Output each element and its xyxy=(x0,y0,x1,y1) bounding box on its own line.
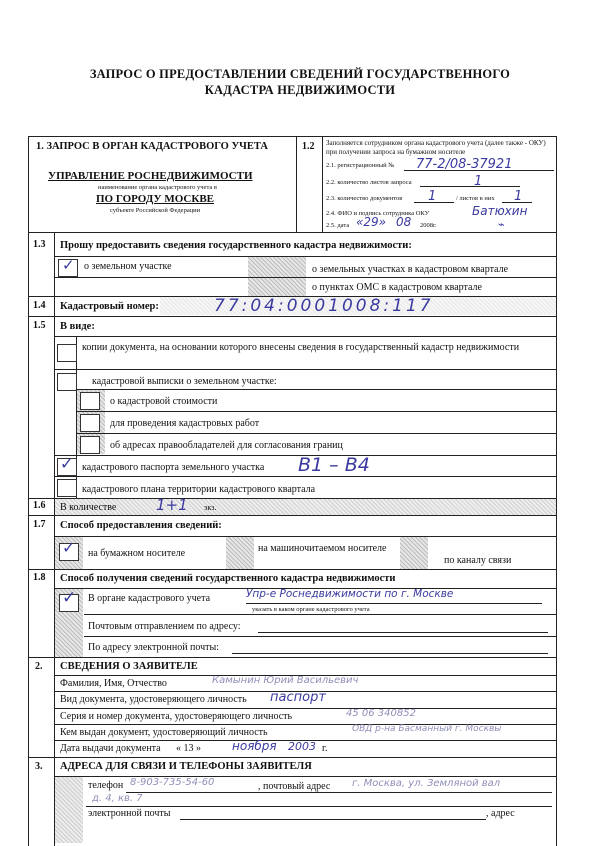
signature-scribble: ⌁ xyxy=(498,218,505,231)
id-date-month: ноября xyxy=(232,739,277,753)
id-date-suffix: г. xyxy=(322,743,328,754)
paper-check-mark: ✓ xyxy=(62,538,76,557)
postal-address-value-line2: д. 4, кв. 7 xyxy=(92,793,143,804)
id-series-label: Серия и номер документа, удостоверяющего личность xyxy=(60,711,293,722)
fio-value: Батюхин xyxy=(472,204,528,218)
section-1-5-number: 1.5 xyxy=(33,320,46,331)
organization-caption: наименование органа кадастрового учета в xyxy=(98,184,217,191)
passport-check-mark: ✓ xyxy=(60,454,74,473)
section-3-number: 3. xyxy=(35,761,43,772)
okv-note: Заполняется сотрудником органа кадастрового учета (далее также - ОКУ) при получении запроса на бумажном носителе xyxy=(326,139,546,156)
docs-value: 1 xyxy=(428,189,437,204)
territory-plan-option-label: кадастрового плана территории кадастрового квартала xyxy=(82,484,316,495)
id-series-value: 45 06 340852 xyxy=(346,708,416,719)
machine-readable-checkbox[interactable] xyxy=(226,537,254,569)
machine-readable-option-label: на машиночитаемом носителе xyxy=(258,543,387,554)
cadastral-works-option-label: для проведения кадастровых работ xyxy=(110,418,260,429)
copies-checkbox[interactable] xyxy=(57,344,77,362)
id-doc-type-label: Вид документа, удостоверяющего личность xyxy=(60,694,247,705)
form-label: В виде: xyxy=(60,321,95,332)
office-caption: указать в каком органе кадастрового учета xyxy=(252,606,370,613)
reg-number-label: 2.1. регистрационный № xyxy=(326,162,395,169)
post-option-label: Почтовым отправлением по адресу: xyxy=(88,621,241,632)
docs-sheets-value: 1 xyxy=(514,189,523,204)
date-label: 2.5. дата xyxy=(326,222,350,229)
section-1-3-heading: Прошу предоставить сведения государственного кадастра недвижимости: xyxy=(60,240,412,251)
fio-label: 2.4. ФИО и подпись сотрудника ОКУ xyxy=(326,210,430,217)
section-1-heading: 1. ЗАПРОС В ОРГАН КАДАСТРОВОГО УЧЕТА xyxy=(36,141,268,152)
id-doc-type-value: паспорт xyxy=(270,690,326,705)
holders-addresses-checkbox[interactable] xyxy=(80,436,100,454)
receipt-method-label: Способ получения сведений государственного кадастра недвижимости xyxy=(60,573,396,584)
organization-name: УПРАВЛЕНИЕ РОСНЕДВИЖИМОСТИ xyxy=(48,170,253,182)
channel-checkbox[interactable] xyxy=(400,537,428,569)
date-day: «29» xyxy=(356,215,387,229)
cost-checkbox[interactable] xyxy=(80,392,100,410)
oms-points-option-label: о пунктах ОМС в кадастровом квартале xyxy=(312,282,482,293)
territory-plan-checkbox[interactable] xyxy=(57,479,77,497)
delivery-method-label: Способ предоставления сведений: xyxy=(60,520,222,531)
land-plot-option-label: о земельном участке xyxy=(84,261,172,272)
section-2-number: 2. xyxy=(35,661,43,672)
copies-option-label: копии документа, на основании которого внесены сведения в государственный кадастр недвижимости xyxy=(82,342,520,353)
section-1-7-number: 1.7 xyxy=(33,519,46,530)
office-option-label: В органе кадастрового учета xyxy=(88,593,211,604)
extract-checkbox[interactable] xyxy=(57,373,77,391)
cadastral-number-label: Кадастровый номер: xyxy=(60,301,159,312)
section-1-2-number: 1.2 xyxy=(302,141,315,152)
passport-option-label: кадастрового паспорта земельного участка xyxy=(82,462,265,473)
cost-option-label: о кадастровой стоимости xyxy=(110,396,218,407)
document-title-line2: КАДАСТРА НЕДВИЖИМОСТИ xyxy=(204,83,396,97)
email-label: электронной почты xyxy=(88,808,171,819)
quantity-value: 1+1 xyxy=(156,496,188,514)
sheets-label: 2.2. количество листов запроса xyxy=(326,179,412,186)
docs-mid: / листов в них xyxy=(456,195,495,202)
id-issued-by-label: Кем выдан документ, удостоверяющий личность xyxy=(60,727,268,738)
docs-label: 2.3. количество документов xyxy=(326,195,403,202)
city-name: ПО ГОРОДУ МОСКВЕ xyxy=(96,193,214,205)
cadastral-works-checkbox[interactable] xyxy=(80,414,100,432)
passport-handwritten-note: B1 – B4 xyxy=(298,454,370,476)
phone-value: 8-903-735-54-60 xyxy=(130,777,215,788)
id-date-label: Дата выдачи документа xyxy=(60,743,161,754)
quantity-unit: экз. xyxy=(204,503,217,512)
land-plot-check-mark: ✓ xyxy=(62,256,75,274)
section-1-8-number: 1.8 xyxy=(33,572,46,583)
address-suffix: , адрес xyxy=(486,808,515,819)
postal-address-label: , почтовый адрес xyxy=(258,781,331,792)
name-label: Фамилия, Имя, Отчество xyxy=(60,678,167,689)
section-1-6-number: 1.6 xyxy=(33,500,46,511)
channel-option-label: по каналу связи xyxy=(444,555,512,566)
reg-number-value: 77-2/08-37921 xyxy=(416,157,513,172)
phone-label: телефон xyxy=(88,780,124,791)
office-check-mark: ✓ xyxy=(62,588,77,608)
quantity-label: В количестве xyxy=(60,502,117,513)
section-3-heading: АДРЕСА ДЛЯ СВЯЗИ И ТЕЛЕФОНЫ ЗАЯВИТЕЛЯ xyxy=(60,761,312,772)
section-1-3-number: 1.3 xyxy=(33,239,46,250)
section-1-4-number: 1.4 xyxy=(33,300,46,311)
office-handwritten-value: Упр-е Роснедвижимости по г. Москве xyxy=(246,588,454,600)
id-issued-by-value: ОВД р-на Басманный г. Москвы xyxy=(352,724,502,734)
extract-option-label: кадастровой выписки о земельном участке: xyxy=(92,376,277,387)
cadastral-number-value: 77:04:0001008:117 xyxy=(214,296,434,316)
email-option-label: По адресу электронной почты: xyxy=(88,642,220,653)
paper-option-label: на бумажном носителе xyxy=(88,548,186,559)
sheets-value: 1 xyxy=(474,174,483,189)
city-caption: субъекте Российской Федерации xyxy=(110,207,201,214)
date-month: 08 xyxy=(396,215,412,229)
quarter-plots-option-label: о земельных участках в кадастровом квартале xyxy=(312,264,509,275)
section-2-heading: СВЕДЕНИЯ О ЗАЯВИТЕЛЕ xyxy=(60,661,198,672)
name-value: Камынин Юрий Васильевич xyxy=(212,675,359,686)
id-date-year: 2003 xyxy=(288,740,316,753)
date-year: 2008г. xyxy=(420,222,437,229)
document-title-line1: ЗАПРОС О ПРЕДОСТАВЛЕНИИ СВЕДЕНИЙ ГОСУДАРСТВЕННОГО xyxy=(89,67,511,81)
holders-addresses-option-label: об адресах правообладателей для согласования границ xyxy=(110,440,343,451)
postal-address-value: г. Москва, ул. Земляной вал xyxy=(352,778,501,789)
id-date-day: « 13 » xyxy=(176,743,201,754)
